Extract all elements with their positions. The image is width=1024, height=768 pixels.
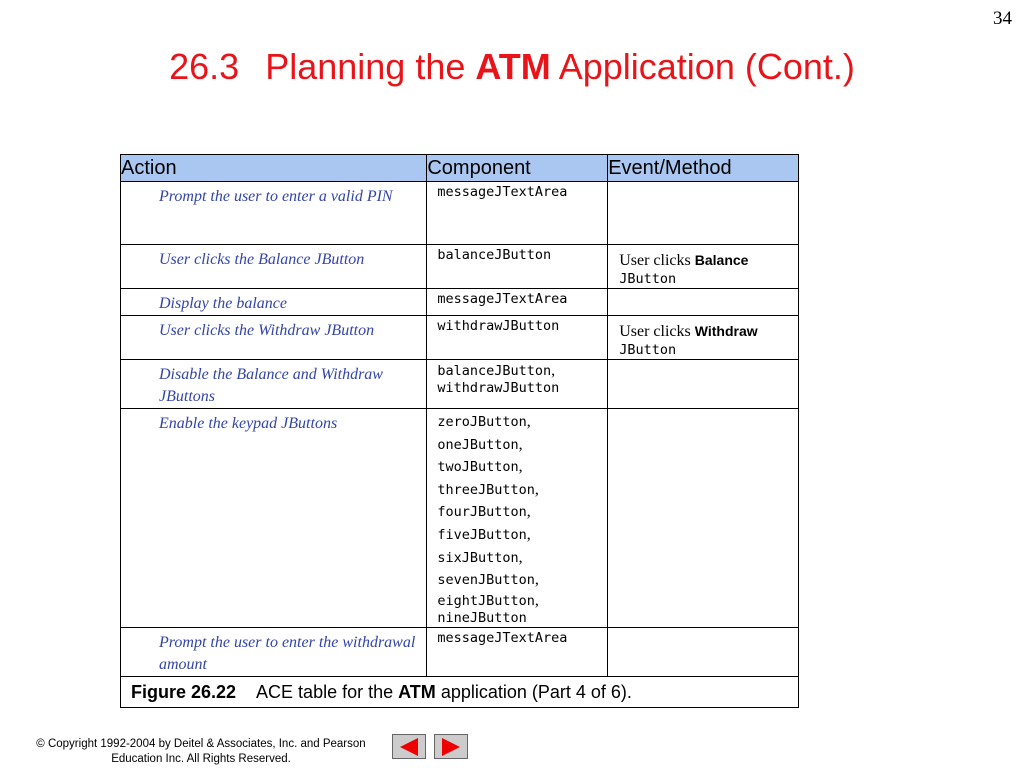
title-suffix: Application (Cont.) [558,46,855,87]
table-row [121,409,799,628]
event-mono: JButton [619,342,677,358]
component-name: twoJButton [437,459,519,476]
event-cell [608,245,799,289]
copyright-line-2: Education Inc. All Rights Reserved. [111,753,291,765]
table-row [121,289,799,316]
copyright-footer [6,737,396,767]
component-cell: messageJTextArea [427,289,608,316]
component-name: oneJButton [437,436,519,453]
event-text: User clicks [619,252,691,269]
component-cell: messageJTextArea [427,627,608,676]
header-action: Action [121,155,427,182]
figure-label: Figure 26.22 [131,681,237,702]
action-cell: Prompt the user to enter the withdrawal amount [121,627,427,676]
component-cell: balanceJButton, withdrawJButton [427,360,608,409]
page-number: 34 [993,8,1012,29]
event-cell [608,316,799,360]
action-cell: User clicks the Balance JButton [121,245,427,289]
copyright-line-1: © Copyright 1992-2004 by Deitel & Associates, Inc. and Pearson [36,738,366,750]
action-cell: Disable the Balance and Withdraw JButtons [121,360,427,409]
title-bold: ATM [475,46,551,87]
event-keyword: Balance [694,252,749,268]
event-keyword: Withdraw [694,323,758,339]
component-name: threeJButton [437,481,535,498]
event-cell [608,409,799,628]
table-header-row [121,155,799,182]
header-component: Component [427,155,608,182]
header-event: Event/Method [608,155,799,182]
component-name: sevenJButton [437,572,535,589]
caption-text-after: application (Part 4 of 6). [440,681,632,702]
figure-caption [121,676,799,707]
left-arrow-icon [400,738,418,756]
action-cell: Display the balance [121,289,427,316]
action-cell: Prompt the user to enter a valid PIN [121,182,427,245]
table-row [121,245,799,289]
next-slide-button[interactable] [434,734,468,759]
table-row [121,316,799,360]
component-name: fourJButton [437,504,527,521]
section-number: 26.3 [169,46,240,87]
table-row [121,627,799,676]
caption-text-before: ACE table for the [256,681,394,702]
ace-table [120,154,799,708]
component-name: eightJButton [437,592,535,609]
component-name: nineJButton [437,609,527,626]
component-cell: messageJTextArea [427,182,608,245]
table-row [121,360,799,409]
caption-bold: ATM [398,681,436,702]
component-name: zeroJButton [437,414,527,430]
slide-title [0,46,1024,88]
action-cell: Enable the keypad JButtons [121,409,427,628]
component-cell: zeroJButton, oneJButton, twoJButton, threeJButton, fourJButton, fiveJButton, sixJButton, sevenJButton, eightJButton, nineJButton [427,409,608,628]
table-caption-row [121,676,799,707]
event-text: User clicks [619,323,691,340]
component-name: balanceJButton [437,363,552,379]
component-name: withdrawJButton [437,380,560,396]
component-name: fiveJButton [437,526,527,543]
title-prefix: Planning the [265,46,466,87]
right-arrow-icon [442,738,460,756]
event-cell [608,627,799,676]
action-cell: User clicks the Withdraw JButton [121,316,427,360]
event-cell [608,360,799,409]
event-cell [608,182,799,245]
event-mono: JButton [619,271,677,287]
table-row [121,182,799,245]
component-cell: balanceJButton [427,245,608,289]
event-cell [608,289,799,316]
component-cell: withdrawJButton [427,316,608,360]
component-name: sixJButton [437,549,519,566]
previous-slide-button[interactable] [392,734,426,759]
